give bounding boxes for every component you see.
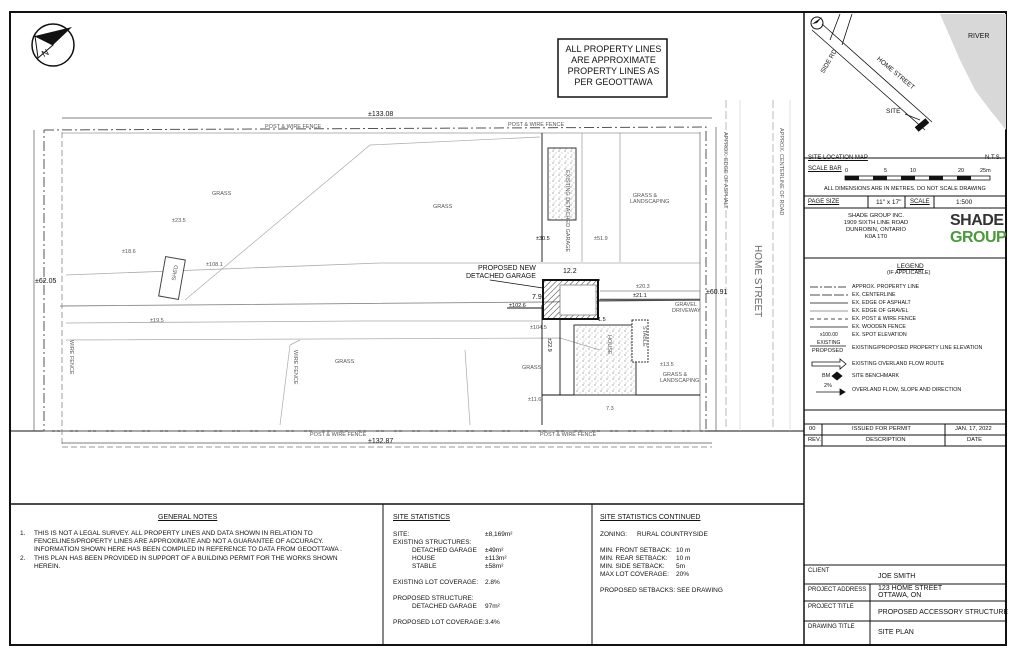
site-stats-continued-title: SITE STATISTICS CONTINUED — [600, 514, 701, 521]
setback-label: MAX LOT COVERAGE: — [600, 571, 669, 578]
dimension-label: ±21.1 — [633, 293, 647, 299]
side-rd-label: SIDE RD — [819, 48, 839, 75]
grass-label: GRASS — [522, 365, 542, 371]
house-structure — [574, 325, 636, 395]
legend-item: SITE BENCHMARK — [852, 373, 900, 379]
setback-label: MIN. SIDE SETBACK: — [600, 563, 665, 570]
existing-structure-name: DETACHED GARAGE — [412, 547, 477, 554]
nts-label: N.T.S. — [985, 155, 1002, 161]
legend-bm-symbol: BM — [822, 373, 831, 379]
legend-item: EX. CENTERLINE — [852, 292, 896, 298]
bottom-dimension: ±132.87 — [368, 438, 394, 445]
legend-proposed: PROPOSED — [812, 348, 844, 354]
garage-width: 12.2 — [563, 268, 577, 275]
existing-structures-label: EXISTING STRUCTURES: — [393, 539, 472, 546]
legend-item: EX. WOODEN FENCE — [852, 324, 906, 330]
dimension-label: ±51.9 — [594, 236, 608, 242]
project-title-label: PROJECT TITLE — [808, 604, 854, 610]
scale-tick: 5 — [884, 168, 888, 174]
setback-value: 20% — [676, 571, 690, 578]
house-label: HOUSE — [606, 335, 612, 355]
gravel-label: GRAVEL DRIVEWAY — [672, 302, 701, 314]
dimension-label: ±23.5 — [172, 218, 186, 224]
general-note-number: 2. — [20, 555, 26, 562]
site-marker — [915, 118, 930, 132]
proposed-garage-label: PROPOSED NEW DETACHED GARAGE — [466, 265, 536, 280]
existing-structure-name: STABLE — [412, 563, 437, 570]
existing-structure-area: ±58m² — [485, 563, 504, 570]
site-label: SITE — [886, 108, 901, 115]
site-label: SITE: — [393, 531, 410, 538]
wire-fence-label: WIRE FENCE — [292, 350, 298, 385]
existing-coverage-value: 2.8% — [485, 579, 500, 586]
dimension-label: ±13.5 — [660, 362, 674, 368]
page-size-value: 11" x 17" — [876, 199, 902, 206]
legend-subtitle: (IF APPLICABLE) — [887, 270, 931, 276]
proposed-coverage-label: PROPOSED LOT COVERAGE: — [393, 619, 485, 626]
general-notes-title: GENERAL NOTES — [158, 514, 218, 521]
revision-date: JAN. 17, 2022 — [955, 426, 992, 432]
company-address: SHADE GROUP INC. 1909 SIXTH LINE ROAD DUNROBIN, ONTARIO K0A 1T0 — [843, 213, 909, 240]
proposed-setbacks: PROPOSED SETBACKS: SEE DRAWING — [600, 587, 723, 594]
address-label: PROJECT ADDRESS — [808, 587, 867, 593]
scale-value: 1:500 — [956, 199, 973, 206]
proposed-structure-area: 97m² — [485, 603, 500, 610]
dimension-label: ±102.6 — [509, 303, 526, 309]
existing-coverage-label: EXISTING LOT COVERAGE: — [393, 579, 479, 586]
legend-existing: EXISTING — [817, 340, 841, 346]
setback-label: MIN. FRONT SETBACK: — [600, 547, 672, 554]
address-value: 123 HOME STREET OTTAWA, ON — [878, 585, 943, 599]
existing-structure-area: ±49m² — [485, 547, 504, 554]
legend-item: EX. EDGE OF ASPHALT — [852, 300, 911, 306]
scale-tick: 10 — [910, 168, 917, 174]
grass-label: GRASS & LANDSCAPING — [660, 372, 700, 384]
revision-desc: ISSUED FOR PERMIT — [852, 426, 911, 432]
scale-bar-graphic — [845, 176, 990, 180]
legend-item: APPROX. PROPERTY LINE — [852, 284, 920, 290]
dimension-label: 1.5 — [598, 317, 606, 323]
drawing-title-label: DRAWING TITLE — [808, 624, 855, 630]
river-label: RIVER — [968, 33, 990, 40]
legend-title: LEGEND — [897, 263, 924, 270]
company-logo: SHADE GROUP — [950, 212, 1007, 246]
fence-label: POST & WIRE FENCE — [265, 124, 322, 130]
client-value: JOE SMITH — [878, 573, 916, 580]
shed-label: SHED — [171, 264, 180, 282]
notice-text: ALL PROPERTY LINES ARE APPROXIMATE PROPERTY LINES AS PER GEOOTTAWA — [565, 44, 662, 87]
existing-structure-name: HOUSE — [412, 555, 436, 562]
dimension-label: ±19.5 — [150, 318, 164, 324]
proposed-structure-name: DETACHED GARAGE — [412, 603, 477, 610]
revision-head-rev: REV. — [808, 437, 821, 443]
scale-tick: 20 — [958, 168, 965, 174]
legend-item: EX. POST & WIRE FENCE — [852, 316, 917, 322]
page-size-label: PAGE SIZE — [808, 199, 840, 205]
dimension-label: ±22.9 — [546, 338, 552, 352]
setback-label: MIN. REAR SETBACK: — [600, 555, 668, 562]
scale-bar-label: SCALE BAR — [808, 166, 842, 172]
dimension-label: ±11.6 — [528, 397, 542, 403]
fence-label: POST & WIRE FENCE — [540, 432, 597, 438]
grass-label: GRASS — [433, 204, 453, 210]
fence-label: POST & WIRE FENCE — [310, 432, 367, 438]
revision-no: 00 — [809, 426, 816, 432]
legend-item: EX. SPOT ELEVATION — [852, 332, 907, 338]
general-note-2: THIS PLAN HAS BEEN PROVIDED IN SUPPORT OF A BUILDING PERMIT FOR THE WORKS SHOWN HEREIN. — [34, 555, 338, 570]
client-label: CLIENT — [808, 568, 830, 574]
revision-head-desc: DESCRIPTION — [866, 437, 906, 443]
fence-label: POST & WIRE FENCE — [508, 122, 565, 128]
left-dimension: ±62.05 — [35, 278, 57, 285]
legend-item: OVERLAND FLOW, SLOPE AND DIRECTION — [852, 387, 962, 393]
grass-label: GRASS — [335, 359, 355, 365]
dimension-label: ±104.5 — [530, 325, 547, 331]
scale-label: SCALE — [910, 199, 930, 205]
asphalt-label: APPROX. EDGE OF ASPHALT — [722, 132, 728, 209]
zoning-label: ZONING: — [600, 531, 628, 538]
existing-garage-structure — [548, 148, 576, 220]
dimension-label: ±108.1 — [206, 262, 223, 268]
scale-tick: 0 — [845, 168, 849, 174]
stable-label: STABLE — [641, 326, 647, 347]
grass-label: GRASS — [212, 191, 232, 197]
setback-value: 10 m — [676, 547, 691, 554]
wire-fence-label: WIRE FENCE — [68, 340, 74, 375]
proposed-structure-label: PROPOSED STRUCTURE: — [393, 595, 474, 602]
existing-structure-area: ±113m² — [485, 555, 507, 562]
right-dimension: ±60.91 — [706, 289, 728, 296]
dimension-label: ±30.5 — [536, 236, 550, 242]
location-map-title: SITE LOCATION MAP — [808, 155, 868, 161]
legend-item: EXISTING OVERLAND FLOW ROUTE — [852, 361, 945, 367]
garage-depth: 7.9 — [532, 294, 542, 301]
scale-note: ALL DIMENSIONS ARE IN METRES. DO NOT SCALE DRAWING — [824, 186, 986, 192]
street-name: HOME STREET — [752, 245, 763, 318]
project-title-value: PROPOSED ACCESSORY STRUCTURE — [878, 609, 1009, 616]
top-dimension: ±133.08 — [368, 111, 394, 118]
existing-garage-label: EXISTING DETACHED GARAGE — [564, 170, 570, 253]
proposed-coverage-value: 3.4% — [485, 619, 500, 626]
home-street-label: HOME STREET — [875, 55, 916, 92]
setback-value: 5m — [676, 563, 686, 570]
scale-tick: 25m — [980, 168, 991, 174]
legend-spot-symbol: x100.00 — [820, 332, 838, 338]
revision-head-date: DATE — [967, 437, 983, 443]
dimension-label: ±18.6 — [122, 249, 136, 255]
centerline-label: APPROX. CENTERLINE OF ROAD — [778, 128, 784, 216]
site-value: ±8,169m² — [485, 531, 513, 538]
north-arrow-icon — [32, 24, 74, 66]
legend-item: EX. EDGE OF GRAVEL — [852, 308, 909, 314]
drawing-title-value: SITE PLAN — [878, 629, 914, 636]
legend-item: EXISTING/PROPOSED PROPERTY LINE ELEVATION — [852, 345, 983, 351]
site-stats-title: SITE STATISTICS — [393, 514, 450, 521]
general-note-1: THIS IS NOT A LEGAL SURVEY. ALL PROPERTY LINES AND DATA SHOWN IN RELATION TO FENCELINES/PROPERTY LINES ARE APPROXIMATE AND NOT A GUARANTEE OF ACCURACY. INFORMATION SHOWN HERE HAS BEEN COMPILED IN REFERENCE TO DATA FROM GEOOTTAWA . — [34, 530, 342, 553]
general-note-number: 1. — [20, 530, 26, 537]
grass-label: GRASS & LANDSCAPING — [630, 193, 670, 205]
dimension-label: 7.3 — [606, 406, 614, 412]
setback-value: 10 m — [676, 555, 691, 562]
north-label: N — [39, 47, 51, 59]
zoning-value: RURAL COUNTRYSIDE — [637, 531, 708, 538]
legend-slope-symbol: 2% — [824, 383, 832, 389]
dimension-label: ±20.3 — [636, 284, 650, 290]
